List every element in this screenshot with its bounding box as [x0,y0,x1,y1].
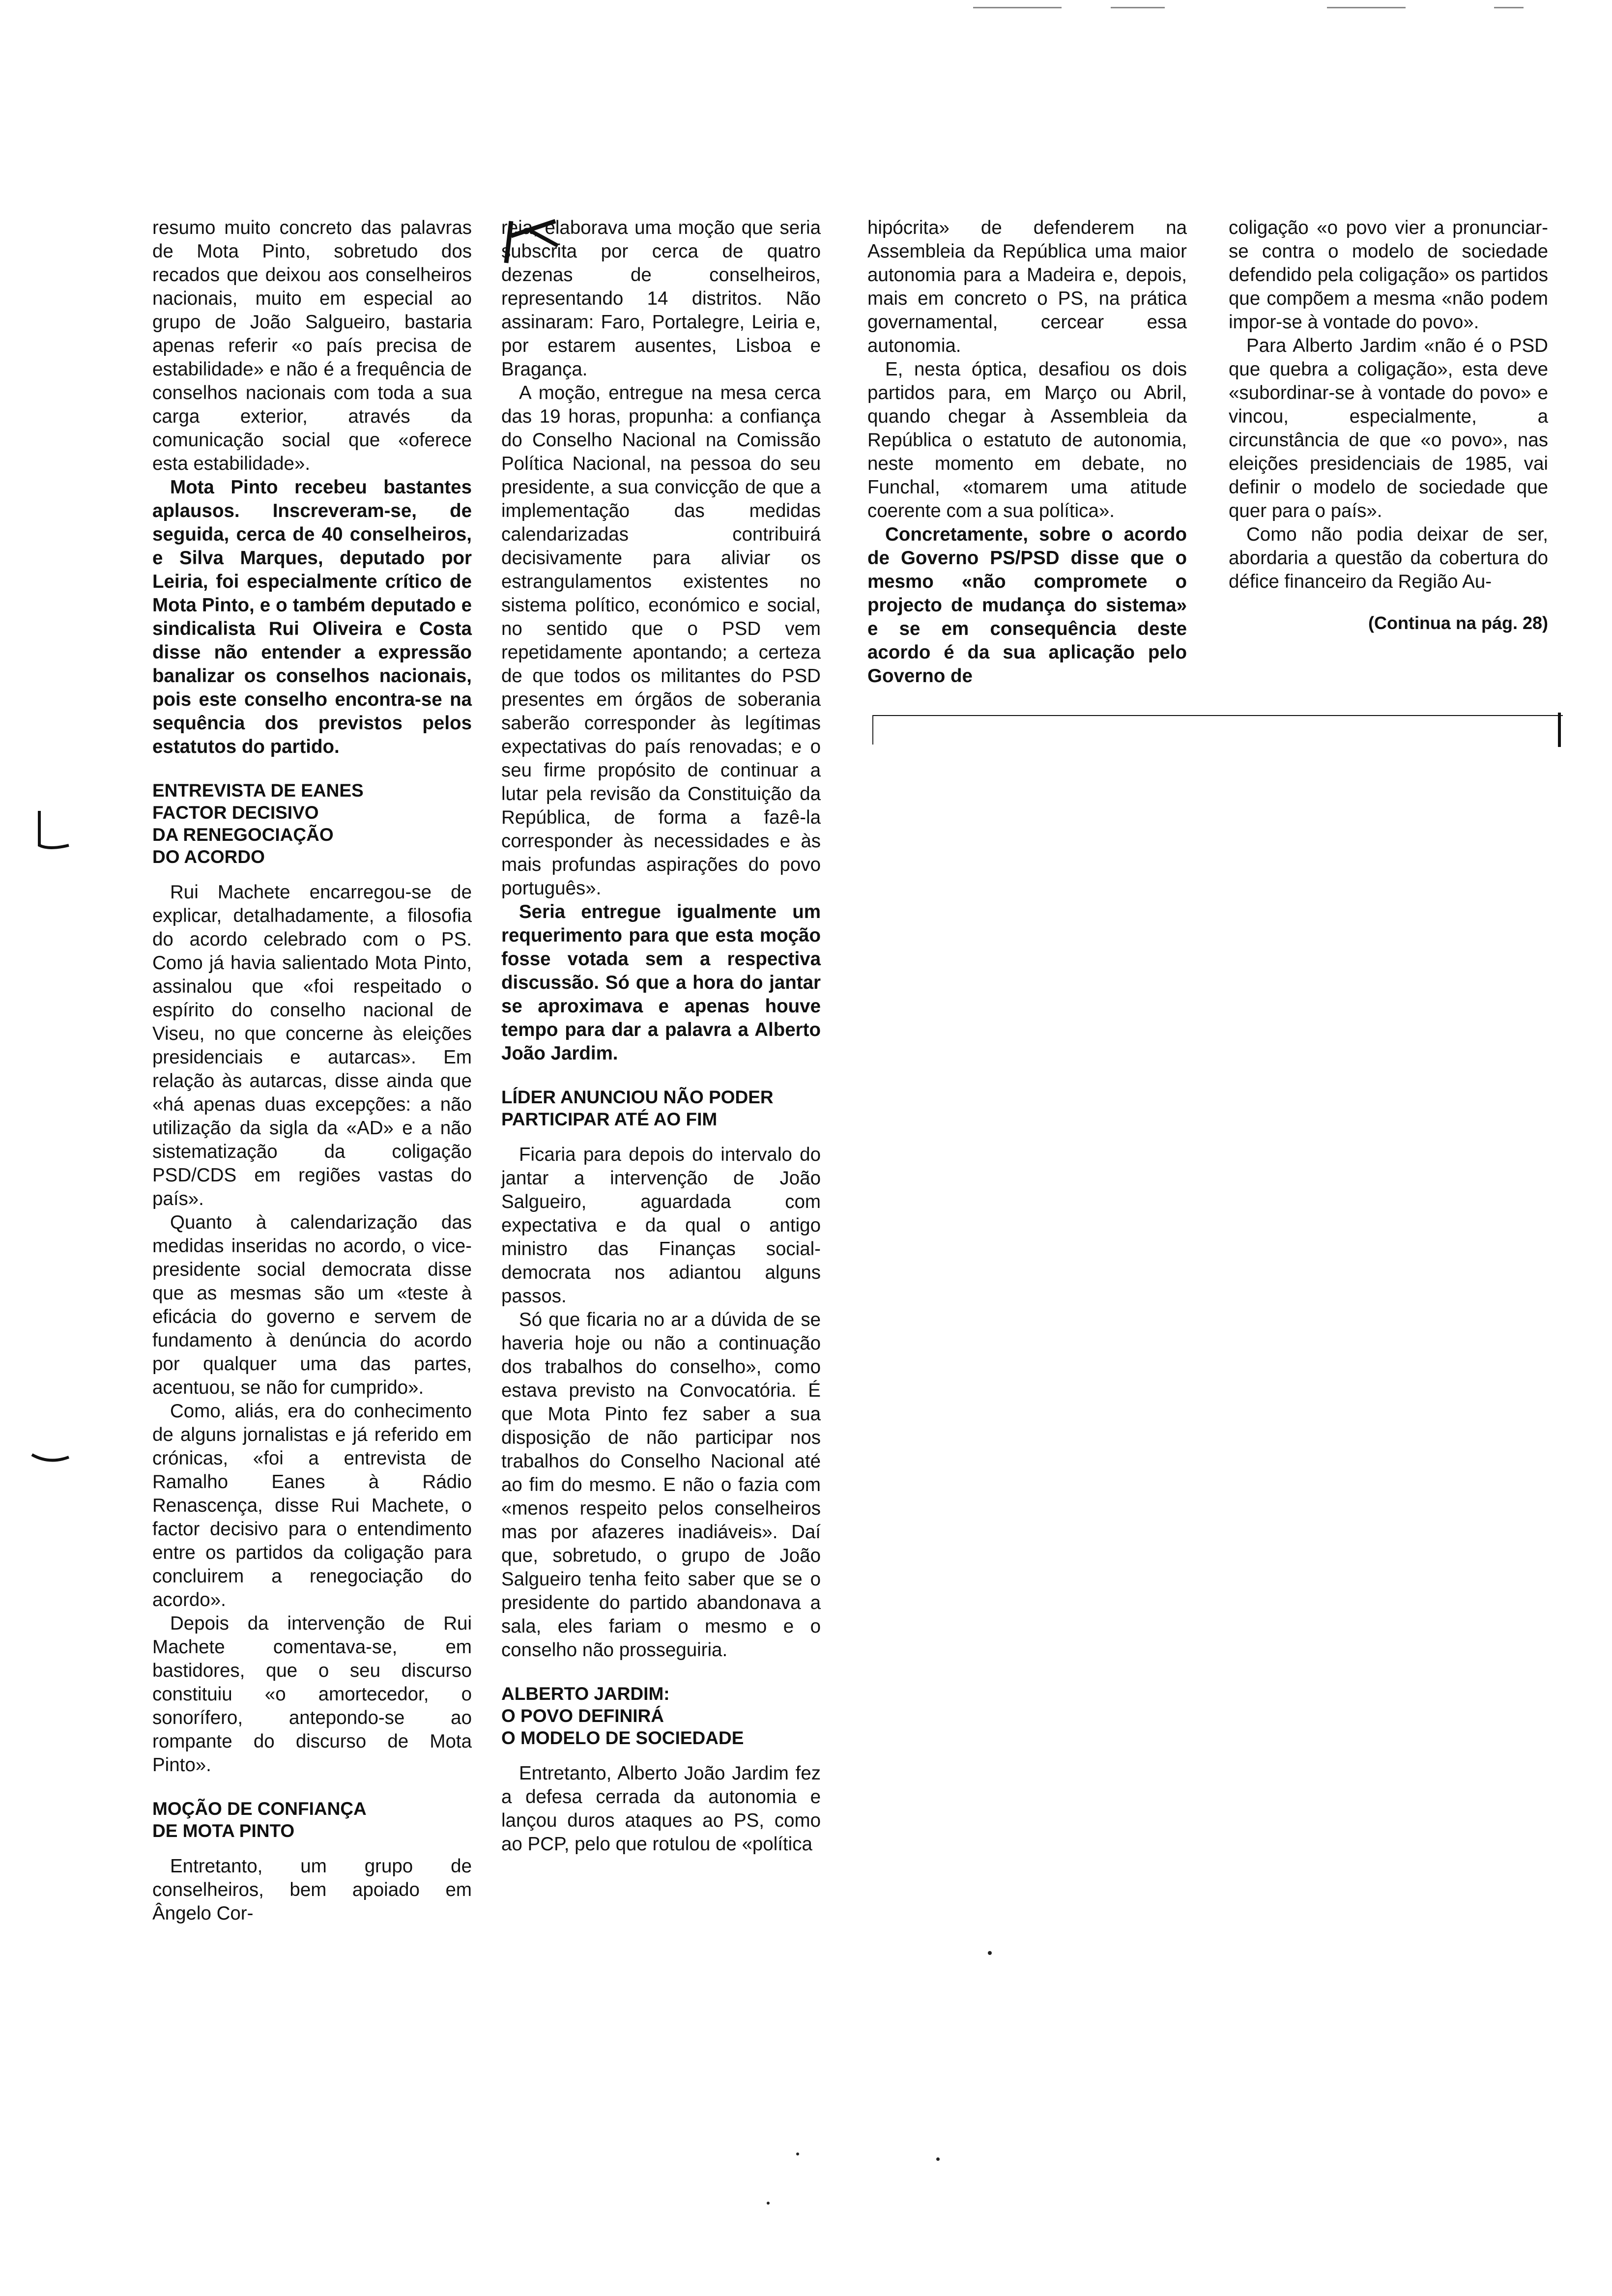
heading-line: DA RENEGOCIAÇÃO [152,825,334,845]
paragraph: Entretanto, um grupo de conselheiros, bem apoiado em Ângelo Cor- [152,1856,472,1924]
heading-line: DO ACORDO [152,847,265,867]
heading-line: LÍDER ANUNCIOU NÃO PODER [501,1087,774,1107]
paragraph: Ficaria para depois do intervalo do jantar a intervenção de João Salgueiro, aguardada com expectativa e da qual o antigo ministro das Finanças social-democrata nos adiantou alguns passos. [501,1144,821,1307]
punch-mark [29,806,74,855]
heading-line: PARTICIPAR ATÉ AO FIM [501,1109,718,1129]
heading-line: O POVO DEFINIRÁ [501,1706,664,1726]
frame-border-top [872,715,1563,716]
scan-speck [988,1951,992,1955]
heading-line: O MODELO DE SOCIEDADE [501,1728,744,1748]
heading-line: FACTOR DECISIVO [152,803,319,823]
paragraph: Entretanto, Alberto João Jardim fez a defesa cerrada da autonomia e lançou duros ataques ao PS, como ao PCP, pelo que rotulou de «política [501,1763,821,1855]
article-column-4 [1229,216,1548,635]
scan-speck [936,2157,940,2161]
paragraph: reia, elaborava uma moção que seria subscrita por cerca de quatro dezenas de conselheiros, representando 14 distritos. Não assinaram: Faro, Portalegre, Leiria e, por estarem ausentes, Lisboa e Bragança. [501,217,821,380]
paragraph: Quanto à calendarização das medidas inseridas no acordo, o vice-presidente social democrata disse que as mesmas são um «teste à eficácia do governo e servem de fundamento à denúncia do acordo por qualquer uma das partes, acentuou, se não for cumprido». [152,1212,472,1398]
section-heading [152,1798,472,1842]
heading-line: DE MOTA PINTO [152,1821,295,1841]
paragraph: resumo muito concreto das palavras de Mota Pinto, sobretudo dos recados que deixou aos conselheiros nacionais, muito em especial ao grupo de João Salgueiro, bastaria apenas referir «o país precisa de estabilidade» e não é a frequência de conselhos nacionais com toda a sua carga exterior, através da comunicação social que «oferece esta estabilidade». [152,217,472,474]
scan-speck [796,2152,799,2155]
scan-speck [767,2202,770,2205]
paragraph: Depois da intervenção de Rui Machete comentava-se, em bastidores, que o seu discurso constituiu «o amortecedor, o sonorífero, antepondo-se ao rompante do discurso de Mota Pinto». [152,1613,472,1776]
article-column-1 [152,216,472,1925]
paragraph: hipócrita» de defenderem na Assembleia da República uma maior autonomia para a Madeira e, depois, mais em concreto o PS, na prática governamental, cercear essa autonomia. [867,217,1187,356]
scan-artifact [1111,7,1165,8]
paragraph: Para Alberto Jardim «não é o PSD que quebra a coligação», esta deve «subordinar-se à vontade do povo» e vincou, especialmente, a circunstância de que «o povo», nas eleições presidenciais de 1985, vai definir o modelo de sociedade que quer para o país». [1229,335,1548,521]
continuation-note: (Continua na pág. 28) [1368,613,1548,633]
paragraph: A moção, entregue na mesa cerca das 19 horas, propunha: a confiança do Conselho Nacional na Comissão Política Nacional, na pessoa do seu presidente, a sua convicção de que a implementação das medidas calendarizadas contribuirá decisivamente para aliviar os estrangulamentos existentes no sistema político, económico e social, no sentido que o PSD vem repetidamente apontando; a certeza de que todos os militantes do PSD presentes em órgãos de soberania saberão corresponder às legítimas expectativas do país renovadas; e o seu firme propósito de continuar a lutar pela revisão da Constituição da República, de forma a fazê-la corresponder às necessidades e às mais profundas aspirações do povo português». [501,382,821,899]
scan-artifact [1494,7,1524,8]
heading-line: ALBERTO JARDIM: [501,1684,670,1704]
paragraph: Rui Machete encarregou-se de explicar, detalhadamente, a filosofia do acordo celebrado com o PS. Como já havia salientado Mota Pinto, assinalou que «foi respeitado o espírito do conselho nacional de Viseu, no que concerne às eleições presidenciais e autarcas». Em relação às autarcas, disse ainda que «há apenas duas excepções: a não utilização da sigla da «AD» e a não sistematização da coligação PSD/CDS em regiões vastas do país». [152,882,472,1209]
section-heading [501,1086,821,1130]
scan-artifact [973,7,1062,8]
section-heading [501,1683,821,1749]
paragraph: Mota Pinto recebeu bastantes aplausos. Inscreveram-se, de seguida, cerca de 40 conselheiros, e Silva Marques, deputado por Leiria, foi especialmente crítico de Mota Pinto, e o também deputado e sindicalista Rui Oliveira e Costa disse não entender a expressão banalizar os conselhos nacionais, pois este conselho encontra-se na sequência dos previstos pelos estatutos do partido. [152,477,472,757]
paragraph: coligação «o povo vier a pronunciar-se contra o modelo de sociedade defendido pela coligação» os partidos que compõem a mesma «não podem impor-se à vontade do povo». [1229,217,1548,333]
paragraph: Seria entregue igualmente um requerimento para que esta moção fosse votada sem a respectiva discussão. Só que a hora do jantar se aproximava e apenas houve tempo para dar a palavra a Alberto João Jardim. [501,901,821,1064]
article-column-3 [867,216,1187,688]
section-heading [152,779,472,868]
scan-artifact [1327,7,1406,8]
paragraph: Só que ficaria no ar a dúvida de se haveria hoje ou não a continuação dos trabalhos do conselho», como estava previsto na Convocatória. É que Mota Pinto fez saber a sua disposição de não participar nos trabalhos do Conselho Nacional até ao fim do mesmo. E não o fazia com «menos respeito pelos conselheiros mas por afazeres inadiáveis». Daí que, sobretudo, o grupo de João Salgueiro tenha feito saber que se o presidente do partido abandonava a sala, eles fariam o mesmo e o conselho não prosseguiria. [501,1309,821,1661]
paragraph: Como não podia deixar de ser, abordaria a questão da cobertura do défice financeiro da Região Au- [1229,524,1548,592]
heading-line: ENTREVISTA DE EANES [152,780,364,801]
article-column-2 [501,216,821,1856]
paragraph: E, nesta óptica, desafiou os dois partidos para, em Março ou Abril, quando chegar à Assembleia da República o estatuto de autonomia, neste momento em debate, no Funchal, «tomarem uma atitude coerente com a sua política». [867,359,1187,521]
heading-line: MOÇÃO DE CONFIANÇA [152,1799,367,1819]
punch-mark [29,1445,74,1469]
paragraph: Como, aliás, era do conhecimento de alguns jornalistas e já referido em crónicas, «foi a entrevista de Ramalho Eanes à Rádio Renascença, disse Rui Machete, o factor decisivo para o entendimento entre os partidos da coligação para concluirem a renegociação do acordo». [152,1401,472,1610]
frame-border-left [872,715,873,745]
frame-border-right [1558,713,1561,747]
paragraph: Concretamente, sobre o acordo de Governo PS/PSD disse que o mesmo «não compromete o projecto de mudança do sistema» e se em consequência deste acordo é da sua aplicação pelo Governo de [867,524,1187,687]
